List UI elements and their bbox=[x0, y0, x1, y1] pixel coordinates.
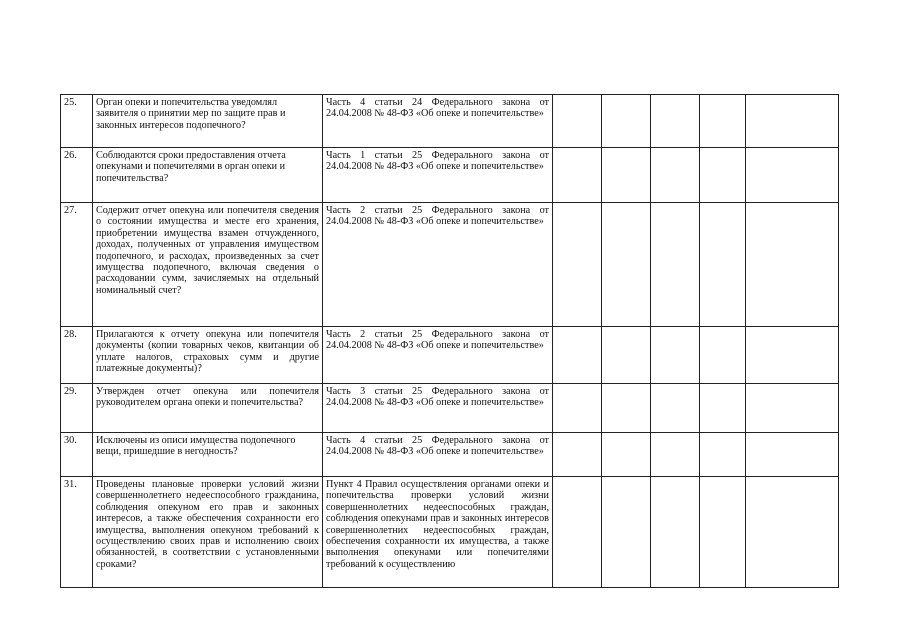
answer-yes-cell bbox=[553, 148, 602, 203]
question-cell: Прилагаются к отчету опекуна или попечителя документы (копии товарных чеков, квитанции об уплате налогов, страховых сумм и другие платежные документы)? bbox=[93, 327, 323, 384]
notes-cell bbox=[746, 95, 839, 148]
table-row bbox=[61, 433, 839, 477]
table-row bbox=[61, 384, 839, 433]
question-cell: Проведены плановые проверки условий жизни совершеннолетнего недееспособного гражданина, соблюдения опекуном его прав и законных интересов, а также обеспечения сохранности его имущества, выполнения опекуном требований к осуществлению своих прав и исполнению своих обязанностей, в соответствии с установленными сроками? bbox=[93, 477, 323, 588]
table-row bbox=[61, 327, 839, 384]
notes-cell bbox=[746, 148, 839, 203]
answer-na-cell bbox=[651, 327, 700, 384]
legal-reference-cell: Часть 1 статьи 25 Федерального закона от 24.04.2008 № 48-ФЗ «Об опеке и попечительстве» bbox=[323, 148, 553, 203]
answer-na-cell bbox=[651, 148, 700, 203]
legal-reference-cell: Часть 4 статьи 25 Федерального закона от 24.04.2008 № 48-ФЗ «Об опеке и попечительстве» bbox=[323, 433, 553, 477]
notes-cell bbox=[746, 384, 839, 433]
legal-reference-cell: Часть 3 статьи 25 Федерального закона от 24.04.2008 № 48-ФЗ «Об опеке и попечительстве» bbox=[323, 384, 553, 433]
notes-cell bbox=[746, 203, 839, 327]
row-number: 25. bbox=[61, 95, 93, 148]
extra-cell bbox=[700, 477, 746, 588]
answer-no-cell bbox=[602, 384, 651, 433]
extra-cell bbox=[700, 327, 746, 384]
table-row bbox=[61, 477, 839, 588]
row-number: 26. bbox=[61, 148, 93, 203]
extra-cell bbox=[700, 433, 746, 477]
question-cell: Орган опеки и попечительства уведомлял заявителя о принятии мер по защите прав и законных интересов подопечного? bbox=[93, 95, 323, 148]
answer-no-cell bbox=[602, 327, 651, 384]
extra-cell bbox=[700, 203, 746, 327]
notes-cell bbox=[746, 433, 839, 477]
row-number: 31. bbox=[61, 477, 93, 588]
notes-cell bbox=[746, 327, 839, 384]
answer-yes-cell bbox=[553, 327, 602, 384]
table-row bbox=[61, 203, 839, 327]
question-cell: Утвержден отчет опекуна или попечителя руководителем органа опеки и попечительства? bbox=[93, 384, 323, 433]
answer-na-cell bbox=[651, 433, 700, 477]
answer-yes-cell bbox=[553, 477, 602, 588]
checklist-table bbox=[60, 94, 839, 588]
extra-cell bbox=[700, 95, 746, 148]
legal-reference-cell: Часть 4 статьи 24 Федерального закона от 24.04.2008 № 48-ФЗ «Об опеке и попечительстве» bbox=[323, 95, 553, 148]
question-cell: Соблюдаются сроки предоставления отчета опекунами и попечителями в орган опеки и попечительства? bbox=[93, 148, 323, 203]
row-number: 28. bbox=[61, 327, 93, 384]
answer-no-cell bbox=[602, 95, 651, 148]
legal-reference-cell: Часть 2 статьи 25 Федерального закона от 24.04.2008 № 48-ФЗ «Об опеке и попечительстве» bbox=[323, 203, 553, 327]
answer-na-cell bbox=[651, 384, 700, 433]
answer-no-cell bbox=[602, 477, 651, 588]
answer-yes-cell bbox=[553, 95, 602, 148]
row-number: 29. bbox=[61, 384, 93, 433]
extra-cell bbox=[700, 384, 746, 433]
answer-yes-cell bbox=[553, 433, 602, 477]
answer-yes-cell bbox=[553, 384, 602, 433]
notes-cell bbox=[746, 477, 839, 588]
legal-reference-cell: Пункт 4 Правил осуществления органами опеки и попечительства проверки условий жизни совершеннолетних недееспособных граждан, соблюдения опекунами прав и законных интересов совершеннолетних недееспособных граждан, обеспечения сохранности их имущества, а также выполнения опекунами или попечителями требований к осуществлению bbox=[323, 477, 553, 588]
answer-yes-cell bbox=[553, 203, 602, 327]
extra-cell bbox=[700, 148, 746, 203]
row-number: 27. bbox=[61, 203, 93, 327]
answer-na-cell bbox=[651, 477, 700, 588]
answer-na-cell bbox=[651, 95, 700, 148]
table-row bbox=[61, 148, 839, 203]
answer-na-cell bbox=[651, 203, 700, 327]
row-number: 30. bbox=[61, 433, 93, 477]
answer-no-cell bbox=[602, 433, 651, 477]
answer-no-cell bbox=[602, 203, 651, 327]
question-cell: Содержит отчет опекуна или попечителя сведения о состоянии имущества и месте его хранения, приобретении имущества взамен отчужденного, доходах, полученных от управления имуществом подопечного, и расходах, произведенных за счет имущества подопечного, включая сведения о расходовании сумм, зачисляемых на отдельный номинальный счет? bbox=[93, 203, 323, 327]
legal-reference-cell: Часть 2 статьи 25 Федерального закона от 24.04.2008 № 48-ФЗ «Об опеке и попечительстве» bbox=[323, 327, 553, 384]
table-row bbox=[61, 95, 839, 148]
answer-no-cell bbox=[602, 148, 651, 203]
question-cell: Исключены из описи имущества подопечного вещи, пришедшие в негодность? bbox=[93, 433, 323, 477]
